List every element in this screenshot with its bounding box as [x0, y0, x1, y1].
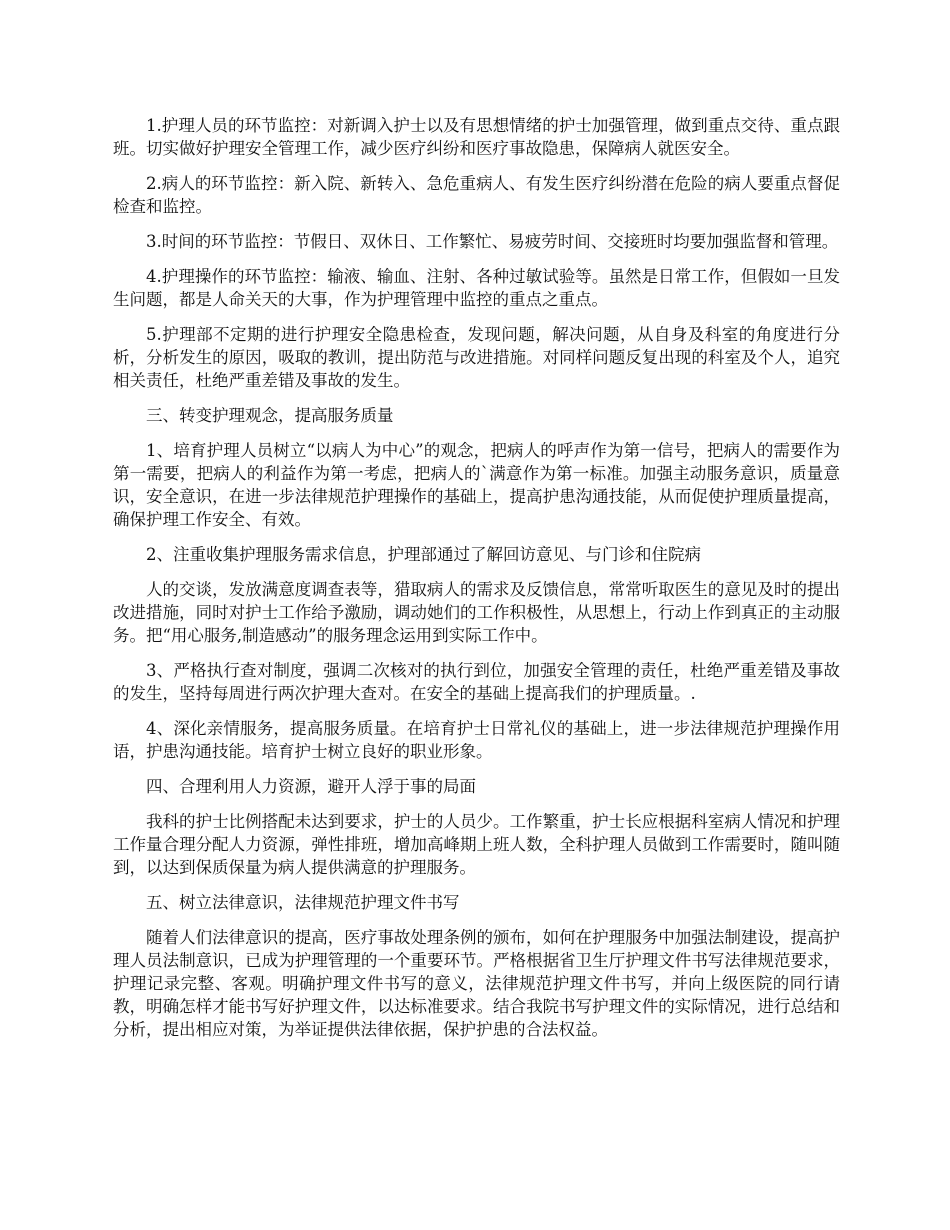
paragraph-communication: 人的交谈，发放满意度调查表等，猎取病人的需求及反馈信息，常常听取医生的意见及时的提出改进措施，同时对护士工作给予激励，调动她们的工作积极性，从思想上，行动上作到真正的主动服务。把“用心服务,制造感动”的服务理念运用到实际工作中。: [113, 580, 840, 645]
paragraph-check-system: 3、严格执行查对制度，强调二次核对的执行到位，加强安全管理的责任，杜绝严重差错及事故的发生，坚持每周进行两次护理大查对。在安全的基础上提高我们的护理质量。.: [113, 661, 840, 703]
section-heading-3: 三、转变护理观念，提高服务质量: [146, 406, 394, 425]
paragraph-nurse-monitoring: 1.护理人员的环节监控：对新调入护士以及有思想情绪的护士加强管理，做到重点交待、重点跟班。切实做好护理安全管理工作，减少医疗纠纷和医疗事故隐患，保障病人就医安全。: [113, 116, 840, 158]
document-body: [113, 114, 840, 1053]
paragraph-caring-service: 4、深化亲情服务，提高服务质量。在培育护士日常礼仪的基础上，进一步法律规范护理操作用语，护患沟通技能。培育护士树立良好的职业形象。: [113, 719, 840, 761]
paragraph-time-monitoring: 3.时间的环节监控：节假日、双休日、工作繁忙、易疲劳时间、交接班时均要加强监督和管理。: [146, 232, 839, 251]
paragraph-collect-needs: 2、注重收集护理服务需求信息，护理部通过了解回访意见、与门诊和住院病: [146, 545, 701, 564]
section-heading-4: 四、合理利用人力资源，避开人浮于事的局面: [146, 777, 476, 796]
paragraph-patient-monitoring: 2.病人的环节监控：新入院、新转入、急危重病人、有发生医疗纠纷潜在危险的病人要重点督促检查和监控。: [113, 174, 840, 216]
paragraph-operation-monitoring: 4.护理操作的环节监控：输液、输血、注射、各种过敏试验等。虽然是日常工作，但假如一旦发生问题，都是人命关天的大事，作为护理管理中监控的重点之重点。: [113, 267, 840, 309]
paragraph-safety-inspection: 5.护理部不定期的进行护理安全隐患检查，发现问题，解决问题，从自身及科室的角度进行分析，分析发生的原因，吸取的教训，提出防范与改进措施。对同样问题反复出现的科室及个人，追究相关责任，杜绝严重差错及事故的发生。: [113, 325, 840, 390]
paragraph-patient-centered: 1、培育护理人员树立“以病人为中心”的观念，把病人的呼声作为第一信号，把病人的需要作为第一需要，把病人的利益作为第一考虑，把病人的`满意作为第一标准。加强主动服务意识，质量意识，安全意识，在进一步法律规范护理操作的基础上，提高护患沟通技能，从而促使护理质量提高，确保护理工作安全、有效。: [113, 441, 840, 529]
section-heading-5: 五、树立法律意识，法律规范护理文件书写: [146, 893, 460, 912]
paragraph-staffing: 我科的护士比例搭配未达到要求，护士的人员少。工作繁重，护士长应根据科室病人情况和护理工作量合理分配人力资源，弹性排班，增加高峰期上班人数，全科护理人员做到工作需要时，随叫随到，以达到保质保量为病人提供满意的护理服务。: [113, 812, 840, 877]
paragraph-legal-documentation: 随着人们法律意识的提高，医疗事故处理条例的颁布，如何在护理服务中加强法制建设，提高护理人员法制意识，已成为护理管理的一个重要环节。严格根据省卫生厅护理文件书写法律规范要求，护理记录完整、客观。明确护理文件书写的意义，法律规范护理文件书写，并向上级医院的同行请教，明确怎样才能书写好护理文件，以达标准要求。结合我院书写护理文件的实际情况，进行总结和分析，提出相应对策，为举证提供法律依据，保护护患的合法权益。: [113, 928, 840, 1039]
